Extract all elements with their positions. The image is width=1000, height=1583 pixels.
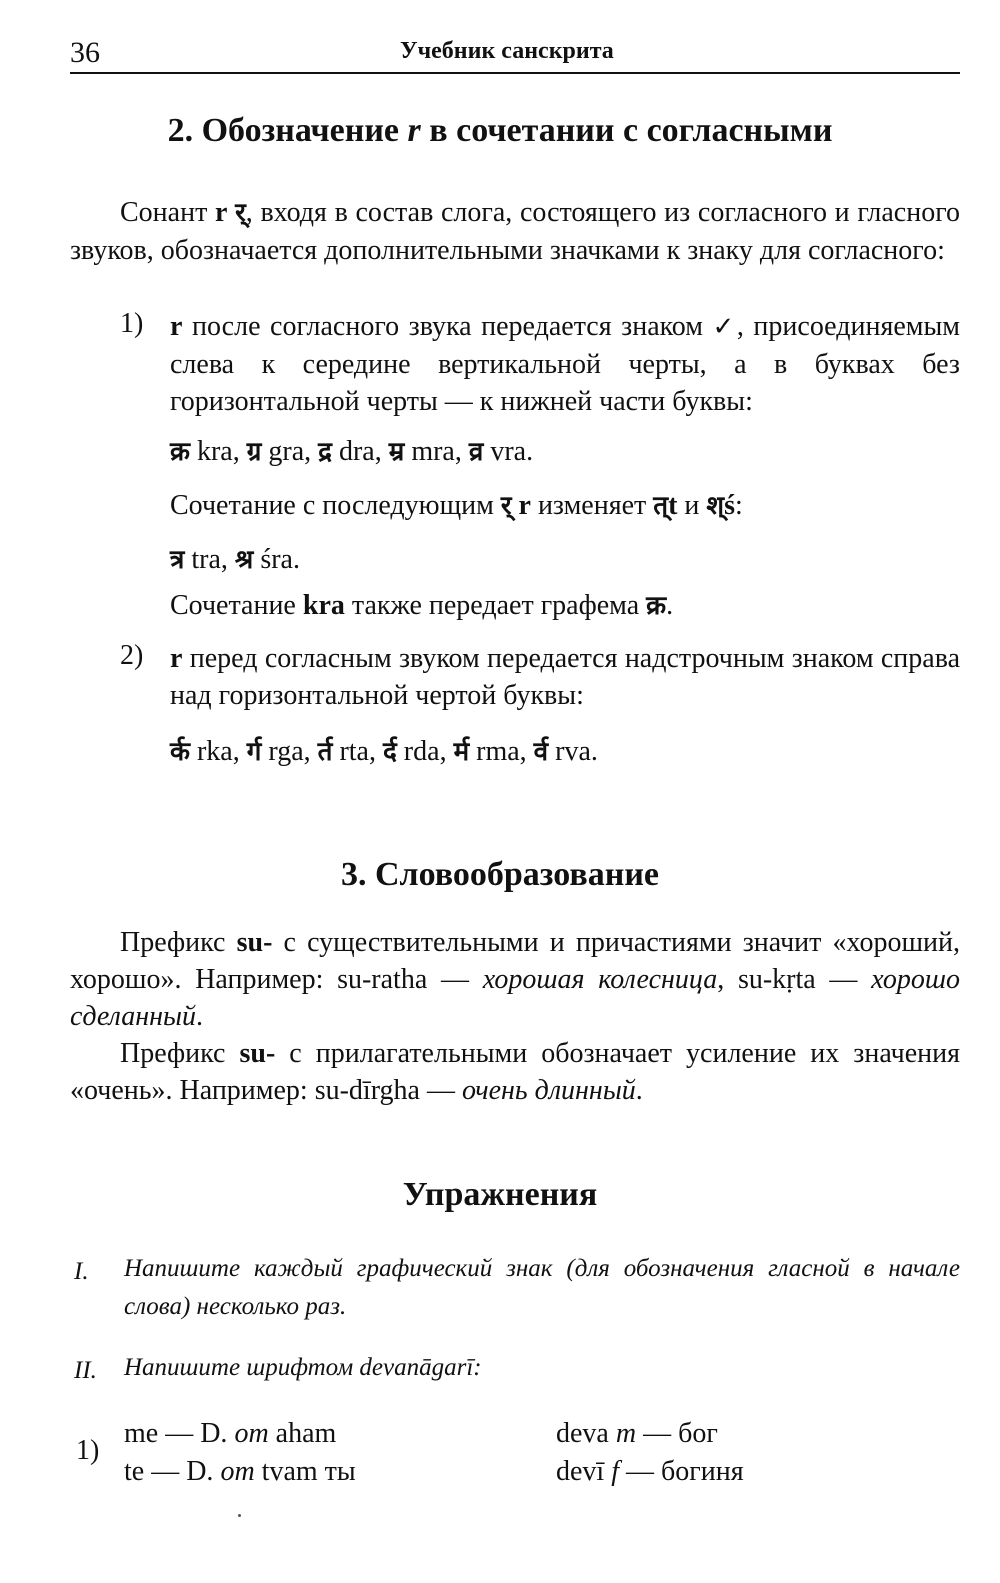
section-3-paragraph-2: Префикс su- с прилагательными обозначает усиление их значения «очень». Например: su-dīrgha — очень длинный. bbox=[70, 1038, 960, 1106]
section-3-title: 3. Словообразование bbox=[340, 856, 660, 893]
item-1-note-2: Сочетание kra также передает графема क्र. bbox=[170, 590, 674, 621]
exercise-2-number: II. bbox=[74, 1357, 97, 1384]
page-number: 36 bbox=[70, 36, 100, 69]
title-r: r bbox=[407, 112, 421, 149]
section-2-title bbox=[0, 112, 1000, 150]
item-1-examples-2: त्र tra, श्र śra. bbox=[170, 544, 300, 575]
exercise-1-number: I. bbox=[74, 1258, 89, 1285]
speck bbox=[238, 1514, 241, 1517]
list-left-item: te — D. om tvam ты bbox=[124, 1456, 356, 1487]
list-right-item: devī f — богиня bbox=[556, 1456, 744, 1487]
title-text: 2. Обозначение bbox=[167, 112, 408, 149]
exercise-2-text: Напишите шрифтом devanāgarī: bbox=[124, 1354, 482, 1381]
exercise-1-text: Напишите каждый графический знак (для обозначения гласной в начале слова) несколько раз. bbox=[124, 1255, 960, 1320]
item-1-examples: क्र kra, ग्र gra, द्र dra, म्र mra, व्र vra. bbox=[170, 436, 534, 467]
item-1-number: 1) bbox=[120, 308, 144, 339]
item-1-text: r после согласного звука передается знаком ✓, присоединяемым слева к середине вертикальной черты, а в буквах без горизонтальной черты — к нижней части буквы: bbox=[170, 311, 961, 417]
item-2-examples: र्क rka, र्ग rga, र्त rta, र्द rda, र्म rma, र्व rva. bbox=[170, 736, 598, 767]
running-title: Учебник санскрита bbox=[400, 38, 614, 64]
intro-paragraph: Сонант r र्, входя в состав слога, состоящего из согласного и гласного звуков, обозначается дополнительными значками к знаку для согласного: bbox=[70, 197, 961, 266]
list-left-item: me — D. om aham bbox=[124, 1418, 337, 1449]
item-1-note-1: Сочетание с последующим र् r изменяет त्t и श्ś: bbox=[170, 490, 743, 521]
list-number: 1) bbox=[76, 1435, 100, 1466]
exercises-title: Упражнения bbox=[402, 1176, 598, 1213]
r-mark-icon: ✓ bbox=[712, 312, 737, 342]
list-right-item: deva m — бог bbox=[556, 1418, 718, 1449]
header-rule bbox=[70, 72, 960, 74]
item-2-number: 2) bbox=[120, 640, 144, 671]
title-text: в сочетании с согласными bbox=[420, 112, 833, 149]
item-2-text: r перед согласным звуком передается надстрочным знаком справа над горизонтальной чертой буквы: bbox=[170, 643, 960, 711]
section-3-paragraph-1: Префикс su- с существительными и причастиями значит «хороший, хорошо». Например: su-ratha — хорошая колесница, su-kṛta — хорошо сделанный. bbox=[70, 927, 960, 1032]
